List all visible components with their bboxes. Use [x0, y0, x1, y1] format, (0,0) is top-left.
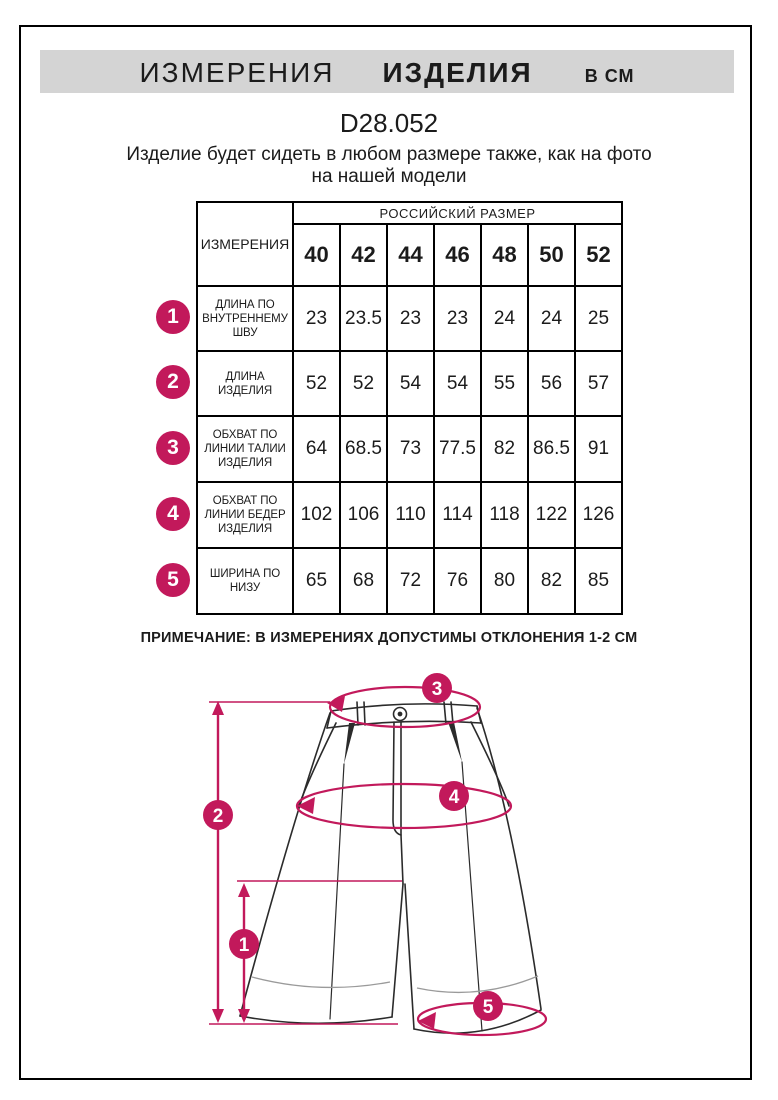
size-table [196, 201, 623, 615]
left-inseam [392, 884, 403, 1017]
measurement-value: 80 [481, 548, 528, 614]
belt-loop-right [444, 702, 453, 724]
marker-number-2: 2 [212, 806, 224, 827]
size-column-header: 44 [387, 224, 434, 286]
measurement-value: 55 [481, 351, 528, 416]
measurement-value: 122 [528, 482, 575, 548]
size-column-header: 40 [293, 224, 340, 286]
measurement-value: 102 [293, 482, 340, 548]
row-number-badge-4: 4 [156, 497, 190, 531]
tolerance-note: ПРИМЕЧАНИЕ: В ИЗМЕРЕНИЯХ ДОПУСТИМЫ ОТКЛОНЕНИЯ 1-2 СМ [140, 630, 638, 646]
measurement-value: 68.5 [340, 416, 387, 482]
table-group-header: РОССИЙСКИЙ РАЗМЕР [293, 202, 622, 224]
garment-technical-drawing [185, 660, 615, 1075]
measurement-value: 77.5 [434, 416, 481, 482]
measurement-label: ДЛИНА ИЗДЕЛИЯ [197, 351, 293, 416]
measurement-value: 25 [575, 286, 622, 351]
left-pleat-dart [344, 723, 355, 764]
row-number-badge-3: 3 [156, 431, 190, 465]
table-row [197, 548, 622, 614]
size-column-header: 50 [528, 224, 575, 286]
measurement-value: 23 [387, 286, 434, 351]
measurement-value: 54 [387, 351, 434, 416]
measurement-value: 85 [575, 548, 622, 614]
marker-number-3: 3 [431, 679, 443, 700]
measurement-value: 65 [293, 548, 340, 614]
size-column-header: 42 [340, 224, 387, 286]
page-title-word-1: ИЗМЕРЕНИЯ [139, 57, 335, 88]
marker-number-4: 4 [448, 787, 460, 808]
measurement-value: 24 [528, 286, 575, 351]
table-row [197, 351, 622, 416]
measurement-value: 118 [481, 482, 528, 548]
row-number-badge-1: 1 [156, 300, 190, 334]
table-row [197, 416, 622, 482]
size-column-header: 48 [481, 224, 528, 286]
model-code: D28.052 [339, 108, 439, 138]
measurement-value: 72 [387, 548, 434, 614]
arrowhead-down-icon [212, 1009, 224, 1023]
center-front-seam [401, 722, 403, 884]
measurement-value: 54 [434, 351, 481, 416]
marker-number-1: 1 [238, 935, 250, 956]
measurement-value: 114 [434, 482, 481, 548]
measurement-value: 68 [340, 548, 387, 614]
measurement-value: 23 [434, 286, 481, 351]
measurement-value: 76 [434, 548, 481, 614]
measurement-label: ШИРИНА ПО НИЗУ [197, 548, 293, 614]
hip-girth-ellipse [297, 784, 511, 828]
left-hem-line [240, 1016, 392, 1023]
row-number-badge-5: 5 [156, 563, 190, 597]
fit-subtitle: Изделие будет сидеть в любом размере также, как на фото на нашей модели [126, 144, 652, 187]
measurement-value: 86.5 [528, 416, 575, 482]
measurement-value: 110 [387, 482, 434, 548]
arrowhead-up-icon [212, 701, 224, 715]
measurement-value: 52 [340, 351, 387, 416]
measurement-value: 82 [481, 416, 528, 482]
left-outer-seam [240, 713, 330, 1016]
measurement-label: ОБХВАТ ПО ЛИНИИ БЕДЕР ИЗДЕЛИЯ [197, 482, 293, 548]
table-row [197, 482, 622, 548]
measurement-value: 23 [293, 286, 340, 351]
measurement-value: 82 [528, 548, 575, 614]
page-title-word-2: ИЗДЕЛИЯ [382, 57, 533, 88]
left-crease-line [330, 764, 344, 1019]
marker-number-5: 5 [482, 997, 494, 1018]
right-inseam [405, 884, 414, 1029]
left-hem-fold-line [252, 977, 390, 987]
size-column-header: 46 [434, 224, 481, 286]
measurement-value: 126 [575, 482, 622, 548]
measurement-label: ОБХВАТ ПО ЛИНИИ ТАЛИИ ИЗДЕЛИЯ [197, 416, 293, 482]
fly-stitch-line [393, 722, 401, 835]
measurement-annotations [209, 687, 546, 1035]
header-bar [40, 50, 734, 93]
waist-button-hole [398, 712, 401, 715]
page-title-unit: В СМ [584, 66, 635, 86]
measurement-value: 56 [528, 351, 575, 416]
table-row [197, 286, 622, 351]
measurement-value: 24 [481, 286, 528, 351]
measurement-value: 91 [575, 416, 622, 482]
measurement-value: 106 [340, 482, 387, 548]
arrowhead-up-icon [238, 883, 250, 897]
table-corner-header: ИЗМЕРЕНИЯ [197, 202, 293, 286]
measurement-label: ДЛИНА ПО ВНУТРЕННЕМУ ШВУ [197, 286, 293, 351]
measurement-value: 23.5 [340, 286, 387, 351]
row-number-badge-2: 2 [156, 365, 190, 399]
measurement-value: 64 [293, 416, 340, 482]
measurement-value: 52 [293, 351, 340, 416]
right-pleat-dart [448, 722, 462, 762]
measurement-value: 57 [575, 351, 622, 416]
left-pocket-line [298, 723, 336, 808]
size-column-header: 52 [575, 224, 622, 286]
measurement-value: 73 [387, 416, 434, 482]
